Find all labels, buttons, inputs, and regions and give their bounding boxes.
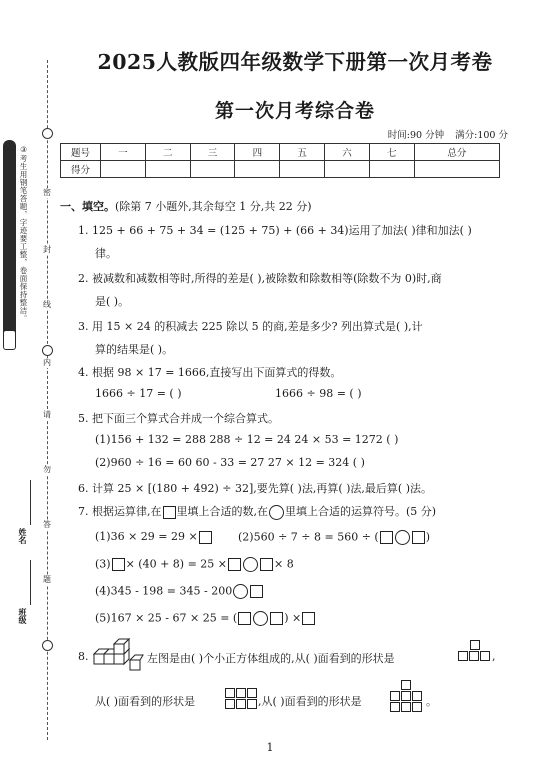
question-6: 6. 计算 25 × [(180 + 492) ÷ 32],要先算( )法,再算( )法,最后算( )法。: [78, 482, 432, 495]
q7-3-label: (3): [95, 557, 111, 571]
question-8-comma: ,: [492, 650, 496, 663]
q7-4-text: (4)345 - 198 = 345 - 200: [95, 584, 233, 598]
circle-icon: [269, 505, 284, 520]
question-4-expr-2: 1666 ÷ 98 = ( ): [275, 387, 362, 400]
table-cell: 得分: [61, 161, 101, 178]
answer-circle[interactable]: [253, 611, 268, 626]
question-5-line-1: 5. 把下面三个算式合并成一个综合算式。: [78, 412, 279, 425]
cubes-figure-icon: [92, 638, 144, 672]
question-5-part-2: (2)960 ÷ 16 = 60 60 - 33 = 27 27 × 12 = 324 ( ): [95, 456, 365, 469]
q7-2-close: ): [425, 530, 430, 544]
answer-circle[interactable]: [395, 530, 410, 545]
q7-3-text: × (40 + 8) = 25 ×: [125, 557, 228, 571]
binding-hole: [42, 128, 53, 139]
full-score: 满分:100 分: [455, 130, 508, 141]
answer-box[interactable]: [412, 531, 425, 544]
question-8-line-2: 从( )面看到的形状是: [95, 695, 196, 708]
front-view-figure: [458, 640, 494, 666]
question-1-line-1: 1. 125 + 66 + 75 + 34 = (125 + 75) + (66 + 34)运用了加法( )律和加法( ): [78, 224, 472, 237]
section-note: (除第 7 小题外,其余每空 1 分,共 22 分): [115, 200, 312, 213]
table-cell: 四: [235, 144, 280, 161]
answer-box[interactable]: [380, 531, 393, 544]
binding-char: 题: [40, 575, 54, 585]
section-heading: [60, 198, 312, 214]
question-7-instruction: [78, 503, 436, 520]
score-input-cell[interactable]: [145, 161, 190, 178]
answer-box[interactable]: [238, 612, 251, 625]
binding-dashed-line: [47, 60, 48, 740]
answer-box[interactable]: [260, 558, 273, 571]
square-box-icon: [163, 506, 176, 519]
question-1-line-2: 律。: [95, 247, 117, 260]
score-input-cell[interactable]: [369, 161, 414, 178]
question-2-line-1: 2. 被减数和减数相等时,所得的差是( ),被除数和除数相等(除数不为 0)时,商: [78, 272, 442, 285]
time-info: [380, 127, 508, 141]
question-4-line-1: 4. 根据 98 × 17 = 1666,直接写出下面算式的得数。: [78, 366, 342, 379]
q7-5-mid: ) ×: [284, 611, 302, 625]
score-table: [60, 143, 500, 178]
binding-char: 封: [40, 245, 54, 255]
exam-time: 时间:90 分钟: [387, 130, 445, 141]
score-input-cell[interactable]: [235, 161, 280, 178]
side-view-figure-1: [225, 688, 259, 712]
score-input-cell[interactable]: [190, 161, 235, 178]
score-input-cell[interactable]: [325, 161, 370, 178]
question-8-number: 8.: [78, 650, 89, 663]
page-number: 1: [266, 741, 274, 754]
table-cell: 三: [190, 144, 235, 161]
name-label: 姓名: [18, 528, 27, 544]
table-cell: 总分: [414, 144, 499, 161]
binding-char: 请: [40, 410, 54, 420]
question-3-line-2: 算的结果是( )。: [95, 343, 174, 356]
score-input-cell[interactable]: [101, 161, 146, 178]
q7-3-end: × 8: [274, 557, 294, 571]
answer-box[interactable]: [302, 612, 315, 625]
binding-char: 勿: [40, 465, 54, 475]
question-2-line-2: 是( )。: [95, 295, 130, 308]
question-8-line-3: ,从( )面看到的形状是: [258, 695, 362, 708]
binding-char: 内: [40, 358, 54, 368]
binding-strip: [0, 0, 60, 763]
binding-hole: [42, 640, 53, 651]
question-7-part-1: [95, 530, 213, 544]
binding-hole: [42, 345, 53, 356]
question-8-line-1: 左图是由( )个小正方体组成的,从( )面看到的形状是: [147, 652, 395, 665]
answer-box[interactable]: [112, 558, 125, 571]
answer-circle[interactable]: [243, 557, 258, 572]
question-7-part-2: [238, 530, 430, 545]
binding-char: 线: [40, 300, 54, 310]
question-5-part-1: (1)156 + 132 = 288 288 ÷ 12 = 24 24 × 53 = 1272 ( ): [95, 433, 399, 446]
table-cell: 二: [145, 144, 190, 161]
notice-head: [3, 330, 16, 350]
answer-box[interactable]: [270, 612, 283, 625]
notice-bar: [3, 140, 16, 350]
question-7-part-5: [95, 611, 316, 626]
score-input-cell[interactable]: [280, 161, 325, 178]
q7-text-3: 里填上合适的运算符号。(5 分): [285, 505, 437, 518]
table-cell: 题号: [61, 144, 101, 161]
question-3-line-1: 3. 用 15 × 24 的积减去 225 除以 5 的商,差是多少? 列出算式是( ),计: [78, 320, 423, 333]
answer-box[interactable]: [228, 558, 241, 571]
exam-notice: ③考生用钢笔答题，字迹要工整，卷面保持整洁。: [19, 145, 28, 323]
section-title: 一、填空。: [60, 200, 115, 213]
q7-text-1: 7. 根据运算律,在: [78, 505, 162, 518]
score-input-cell[interactable]: [414, 161, 499, 178]
table-cell: 一: [101, 144, 146, 161]
table-cell: 六: [325, 144, 370, 161]
question-7-part-4: [95, 584, 264, 599]
question-4-expr-1: 1666 ÷ 17 = ( ): [95, 387, 182, 400]
score-table-score-row: [61, 161, 500, 178]
question-8-end: 。: [426, 695, 437, 708]
q7-5-text: (5)167 × 25 - 67 × 25 = (: [95, 611, 238, 625]
binding-char: 答: [40, 520, 54, 530]
class-underline: [30, 560, 31, 605]
question-7-part-3: [95, 557, 294, 572]
q7-1-text: (1)36 × 29 = 29 ×: [95, 530, 198, 543]
sub-title: 第一次月考综合卷: [214, 100, 375, 122]
name-underline: [30, 480, 31, 525]
side-view-figure-2: [390, 680, 426, 714]
q7-2-text: (2)560 ÷ 7 ÷ 8 = 560 ÷ (: [238, 530, 379, 544]
table-cell: 七: [369, 144, 414, 161]
answer-box[interactable]: [250, 585, 263, 598]
score-table-header-row: [61, 144, 500, 161]
class-label: 班级: [18, 608, 27, 624]
answer-box[interactable]: [199, 531, 212, 544]
table-cell: 五: [280, 144, 325, 161]
answer-circle[interactable]: [233, 584, 248, 599]
q7-text-2: 里填上合适的数,在: [176, 505, 268, 518]
main-title: 2025人教版四年级数学下册第一次月考卷: [97, 50, 493, 74]
binding-char: 密: [40, 188, 54, 198]
